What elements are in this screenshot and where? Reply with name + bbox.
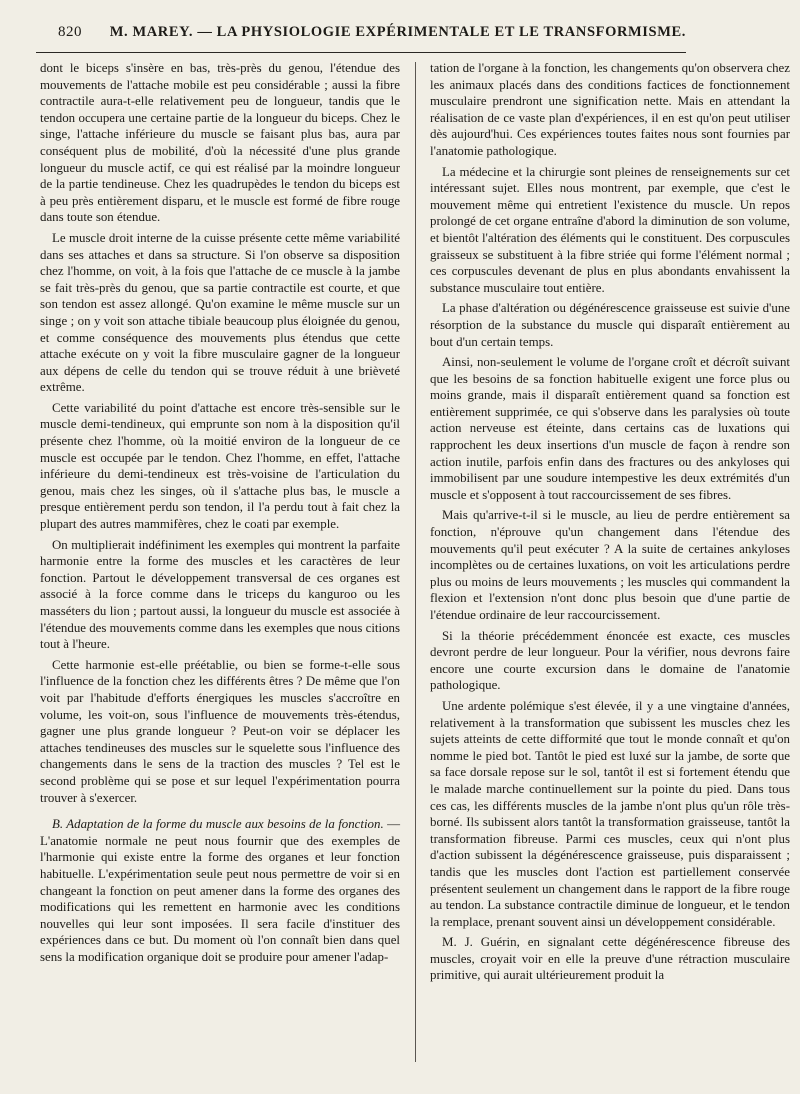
paragraph: La phase d'altération ou dégénérescence graisseuse est suivie d'une résorption de la substance du muscle qui disparaît entièrement au bout d'un certain temps. (430, 301, 790, 349)
paragraph: La médecine et la chirurgie sont pleines de renseignements sur cet intéressant sujet. Elles nous montrent, par exemple, que c'est le mouvement même qui entretient l'existence du muscle. Un repos prolongé de cet organe entraîne d'abord la diminution de son volume, et bientôt l'altération des éléments qui le constituent. Des corpuscules graisseux se substituent à la fibre striée qui forme l'élément normal ; ces corpuscules devenant de plus en plus abondants envahissent la substance musculaire tout entière. (430, 164, 790, 295)
page-number: 820 (58, 24, 82, 40)
paragraph: dont le biceps s'insère en bas, très-près du genou, l'étendue des mouvements de l'attache mobile est peu considérable ; aussi la fibre contractile aura-t-elle relativement peu de longueur, tandis que le tendon occupera une certaine partie de la longueur du biceps. Chez le singe, l'attache inférieure du muscle se faisant plus bas, aura par conséquent plus de mobilité, d'où la nécessité d'une plus grande longueur du muscle actif, ce qui est réalisé par la moindre longueur de la partie tendineuse. Chez les quadrupèdes le tendon du biceps est à peu près entièrement disparu, et le muscle est formé de fibre rouge dans toute son étendue. (40, 61, 400, 225)
paragraph: Mais qu'arrive-t-il si le muscle, au lieu de perdre entièrement sa fonction, n'éprouve qu'un changement dans l'étendue des mouvements qu'il peut exécuter ? A la suite de certaines ankyloses incomplètes ou de certaines luxations, on voit les articulations perdre plus ou moins de leurs mouvements ; les muscles qui commandent la flexion et l'extension n'ont donc plus besoin que d'une partie de l'étendue ordinaire de leur raccourcissement. (430, 508, 790, 622)
right-column (430, 60, 790, 984)
paragraph: M. J. Guérin, en signalant cette dégénérescence fibreuse des muscles, croyait voir en elle la preuve d'une rétraction musculaire primitive, qui aurait ultérieurement produit la (430, 935, 790, 983)
paragraph: Cette variabilité du point d'attache est encore très-sensible sur le muscle demi-tendineux, qui emprunte son nom à la disposition qu'il présente chez l'homme, où la moitié environ de la longueur de ce muscle est occupée par le tendon. Chez l'homme, en effet, l'attache inférieure du demi-tendineux est très-voisine de l'articulation du genou, mais chez les singes, où il s'attache plus bas, le muscle a presque entièrement perdu son tendon, il l'a perdu tout à fait chez la plupart des autres mammifères, chez le coati par exemple. (40, 400, 400, 532)
section-body: — L'anatomie normale ne peut nous fournir que des exemples de l'harmonie qui existe entre la forme des organes et leur fonction habituelle. L'expérimentation seule peut nous permettre de voir si en changeant la fonction on peut amener dans la forme des organes des modifications qui les remettent en harmonie avec les conditions nouvelles qui leur sont imposées. Il sera facile d'instituer des expériences dans ce but. Du moment où l'on connaît bien dans quel sens la modification organique doit se produire pour amener l'adap- (40, 817, 400, 964)
paragraph: Ainsi, non-seulement le volume de l'organe croît et décroît suivant que les besoins de sa fonction habituelle exigent une force plus ou moins grande, mais il disparaît entièrement quand sa fonction est entièrement supprimée, ce qui s'observe dans les paralysies où toute action nerveuse est éteinte, dans certains cas de luxations qui rapprochent les deux insertions d'un muscle de façon à rendre son action inutile, parfois enfin dans des fractures ou des ankyloses qui immobilisent par une soudure intempestive les deux extrémités d'un muscle et s'opposent à tout raccourcissement de ses fibres. (430, 355, 790, 502)
paragraph: tation de l'organe à la fonction, les changements qu'on observera chez les animaux placés dans des conditions factices de fonctionnement musculaire prendront une signification nette. Mais en attendant la réalisation de ce vaste plan d'expériences, il en est qu'on peut utiliser dès aujourd'hui. Ces expériences toutes faites nous sont fournies par l'anatomie pathologique. (430, 61, 790, 158)
paragraph: On multiplierait indéfiniment les exemples qui montrent la parfaite harmonie entre la forme des muscles et les caractères de leur fonction. Partout le développement transversal de ces organes est associé à la force comme dans le triceps du kanguroo ou les masséters du lion ; partout aussi, la longueur du muscle est associée à l'étendue des mouvements comme dans les exemples que nous citions tout à l'heure. (40, 537, 400, 652)
paragraph: Si la théorie précédemment énoncée est exacte, ces muscles devront perdre de leur longueur. Pour la vérifier, nous devrons faire encore une courte excursion dans le domaine de l'anatomie pathologique. (430, 628, 790, 693)
left-column (40, 60, 400, 984)
paragraph: Cette harmonie est-elle préétablie, ou bien se forme-t-elle sous l'influence de la fonction chez les différents êtres ? De même que l'on voit par l'habitude d'efforts énergiques les muscles s'accroître en volume, les voit-on, sous l'influence de mouvements très-étendus, gagner une plus grande longueur ? Peut-on voir se déplacer les attaches tendineuses des muscles sur le squelette sous l'influence des changements dans le sens de la traction des muscles ? Tel est le second problème qui se pose et sur lequel l'expérimentation pourra trouver à s'exercer. (40, 657, 400, 805)
running-head-title: — LA PHYSIOLOGIE EXPÉRIMENTALE ET LE TRANSFORMISME. (197, 24, 686, 40)
section-paragraph (40, 816, 400, 965)
text-columns (40, 60, 790, 984)
running-head-author: M. MAREY. (109, 24, 194, 40)
running-head (110, 24, 686, 41)
page-header (36, 24, 686, 53)
section-subheading: B. Adaptation de la forme du muscle aux besoins de la fonction. (52, 817, 384, 832)
paragraph: Une ardente polémique s'est élevée, il y a une vingtaine d'années, relativement à la transformation que subissent les muscles chez les sujets atteints de cette difformité que tout le monde connaît et qu'on nomme le pied bot. Tantôt le pied est luxé sur la jambe, de sorte que sa face dorsale repose sur le sol, tantôt il est si fortement étendu que le malade marche continuellement sur la pointe du pied. Dans tous ces cas, les différents muscles de la jambe n'ont plus qu'un rôle très-borné. Ils subissent alors tantôt la transformation graisseuse, tantôt la transformation fibreuse. Parmi ces muscles, ceux qui n'ont plus d'action subissent la dégénérescence graisseuse, puis disparaissent ; tandis que les muscles dont l'action est partiellement conservée présentent seulement un changement dans le rapport de la fibre rouge au tendon. La substance contractile diminue de longueur, et le tendon la remplace, prenant souvent ainsi un développement considérable. (430, 698, 790, 929)
paragraph: Le muscle droit interne de la cuisse présente cette même variabilité dans ses attaches et dans sa structure. Si l'on observe sa disposition chez l'homme, on voit, à la fois que l'attache de ce muscle à la jambe se fait très-près du genou, que sa partie contractile est courte, et que son tendon est assez allongé. Qu'on examine le même muscle sur un singe ; on y voit son attache tibiale beaucoup plus éloignée du genou, et comme conséquence des mouvements plus étendus que cette attache exécute on y voit la fibre musculaire gagner de la longueur aux dépens de celle du tendon qui se trouve réduit à une brièveté extrême. (40, 230, 400, 395)
